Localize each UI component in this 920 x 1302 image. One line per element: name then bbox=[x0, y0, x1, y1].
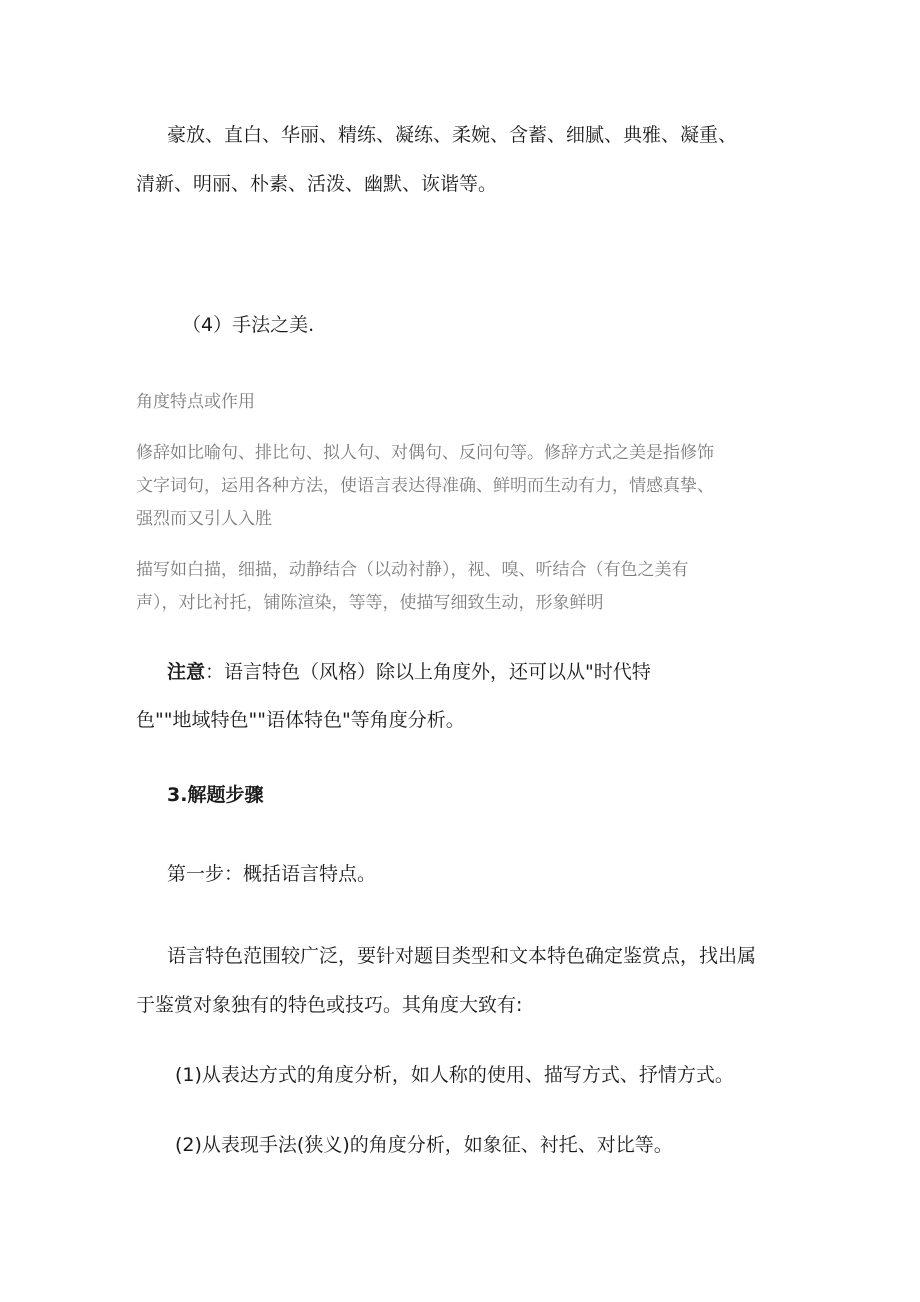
styles-line-1: 豪放、直白、华丽、精练、凝练、柔婉、含蓄、细腻、典雅、凝重、 bbox=[167, 124, 738, 146]
rhetoric-line-1: 修辞如比喻句、排比句、拟人句、对偶句、反问句等。修辞方式之美是指修饰 bbox=[136, 443, 714, 463]
technique-subheading: 角度特点或作用 bbox=[136, 392, 255, 412]
rhetoric-line-2: 文字词句，运用各种方法，使语言表达得准确、鲜明而生动有力，情感真挚、 bbox=[136, 476, 714, 496]
steps-paragraph-line-1: 语言特色范围较广泛，要针对题目类型和文本特色确定鉴赏点，找出属 bbox=[167, 945, 757, 967]
angle-item-2: (2)从表现手法(狭义)的角度分析，如象征、衬托、对比等。 bbox=[175, 1134, 673, 1156]
angle-item-1: (1)从表达方式的角度分析，如人称的使用、描写方式、抒情方式。 bbox=[175, 1064, 734, 1086]
rhetoric-line-3: 强烈而又引人入胜 bbox=[136, 509, 272, 529]
note-label: 注意 bbox=[167, 661, 206, 683]
technique-heading: （4）手法之美. bbox=[182, 314, 315, 336]
note-line-2: 色""地域特色""语体特色"等角度分析。 bbox=[136, 709, 465, 731]
note-line-1 bbox=[167, 660, 651, 684]
steps-paragraph-line-2: 于鉴赏对象独有的特色或技巧。其角度大致有: bbox=[136, 994, 523, 1016]
styles-line-2: 清新、明丽、朴素、活泼、幽默、诙谐等。 bbox=[136, 173, 498, 195]
description-line-1: 描写如白描，细描，动静结合（以动衬静），视、嗅、听结合（有色之美有 bbox=[136, 560, 689, 580]
description-line-2: 声），对比衬托，铺陈渲染，等等，使描写细致生动，形象鲜明 bbox=[136, 593, 604, 613]
step-1: 第一步：概括语言特点。 bbox=[167, 863, 377, 885]
steps-heading: 3.解题步骤 bbox=[167, 784, 264, 806]
note-text: ：语言特色（风格）除以上角度外，还可以从"时代特 bbox=[205, 661, 651, 683]
